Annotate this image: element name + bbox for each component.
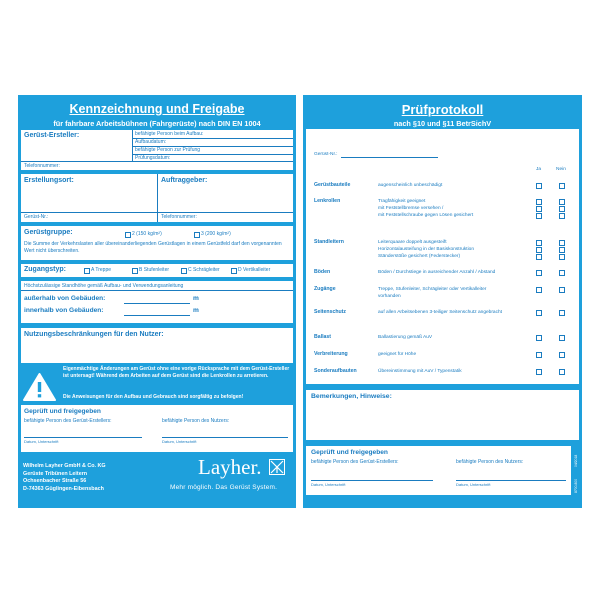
check-label-ballast: Ballast	[314, 334, 332, 340]
address-line: Wilhelm Layher GmbH & Co. KG	[23, 463, 106, 469]
check-item: Treppe, Stufenleiter, Schrägleiter oder Vertikalleiter	[378, 287, 487, 292]
access-type-section	[21, 264, 293, 277]
creator-signature-field[interactable]	[24, 437, 142, 438]
form-date-code: 04/2018	[574, 454, 578, 467]
check-label-side-protection: Seitenschutz	[314, 309, 346, 315]
access-c-label: C Schrägleiter	[188, 267, 220, 273]
yes-checkbox[interactable]	[536, 369, 542, 375]
yes-checkbox[interactable]	[536, 199, 542, 205]
marking-subtitle: für fahrbare Arbeitsbühnen (Fahrgerüste) nach DIN EN 1004	[53, 119, 261, 128]
address-line: Ochsenbacher Straße 56	[23, 478, 87, 485]
approval-person-creator: befähigte Person des Gerüst-Erstellers:	[24, 418, 112, 424]
no-checkbox[interactable]	[559, 183, 565, 189]
check-item: geeignet für Höhe	[378, 352, 417, 357]
no-checkbox[interactable]	[559, 287, 565, 293]
no-checkbox[interactable]	[559, 335, 565, 341]
usage-restrictions-section[interactable]	[21, 328, 293, 363]
creator-section	[21, 130, 293, 170]
check-item: Böden / Durchstiege in ausreichender Anzahl / Abstand	[378, 270, 496, 275]
check-item: Horizontalausteifung in der Basiskonstruktion	[378, 247, 474, 252]
no-checkbox[interactable]	[559, 206, 565, 212]
user-signature-field[interactable]	[162, 437, 288, 438]
creator-field-1[interactable]: befähigte Person beim Aufbau:	[135, 131, 204, 137]
usage-restrictions-label: Nutzungsbeschränkungen für den Nutzer:	[24, 331, 164, 338]
check-item: augenscheinlich unbeschädigt	[378, 183, 443, 188]
yes-checkbox[interactable]	[536, 247, 542, 253]
check-label-platforms: Böden	[314, 269, 331, 275]
protocol-person-user: befähigte Person des Nutzers:	[456, 459, 524, 465]
check-item: vorhanden	[378, 294, 401, 299]
no-checkbox[interactable]	[559, 369, 565, 375]
protocol-person-creator: befähigte Person des Gerüst-Erstellers:	[311, 459, 399, 465]
inside-unit: m	[193, 307, 199, 314]
check-item: Übereinstimmung mit AuV / Typenstatik	[378, 369, 462, 374]
inside-height-field[interactable]	[124, 315, 190, 316]
form-code: 8700.800	[574, 478, 578, 493]
marking-form-panel	[18, 95, 296, 508]
inspection-protocol-panel	[303, 95, 582, 508]
no-header: Nein	[556, 167, 566, 172]
check-label-widening: Verbreiterung	[314, 351, 348, 357]
creator-field-3[interactable]: befähigte Person zur Prüfung	[135, 147, 201, 153]
no-checkbox[interactable]	[559, 199, 565, 205]
approval-label: Geprüft und freigegeben	[24, 408, 101, 415]
protocol-user-signature-field[interactable]	[456, 480, 566, 481]
yes-checkbox[interactable]	[536, 287, 542, 293]
marking-title: Kennzeichnung und Freigabe	[69, 102, 245, 116]
access-b-label: B Stufenleiter	[139, 267, 170, 273]
protocol-creator-signature-field[interactable]	[311, 480, 433, 481]
check-label-castors: Lenkrollen	[314, 198, 341, 204]
access-d-checkbox[interactable]	[231, 268, 237, 274]
group-3-checkbox[interactable]	[194, 232, 200, 238]
outside-height-field[interactable]	[124, 303, 190, 304]
access-d-label: D Vertikalleiter	[238, 267, 271, 273]
yes-checkbox[interactable]	[536, 213, 542, 219]
scaffold-group-label: Gerüstgruppe:	[24, 229, 73, 236]
approval-person-user: befähigte Person des Nutzers:	[162, 418, 230, 424]
yes-checkbox[interactable]	[536, 254, 542, 260]
brand-name: Layher.	[198, 455, 262, 479]
no-checkbox[interactable]	[559, 240, 565, 246]
group-2-checkbox[interactable]	[125, 232, 131, 238]
protocol-creator-date: Datum, Unterschrift	[311, 482, 346, 487]
warning-instruction: Die Anweisungen für den Aufbau und Gebrauch sind sorgfältig zu befolgen!	[63, 394, 244, 400]
group-3-label: 3 (200 kg/m²)	[201, 231, 231, 237]
creator-date-label: Datum, Unterschrift	[24, 439, 59, 444]
no-checkbox[interactable]	[559, 352, 565, 358]
check-item: mit Feststellbremse versehen /	[378, 206, 444, 211]
check-label-components: Gerüstbauteile	[314, 182, 351, 188]
scaffold-group-section	[21, 226, 293, 260]
user-date-label: Datum, Unterschrift	[162, 439, 197, 444]
yes-header: Ja	[536, 167, 542, 172]
max-height-note: Höchstzulässige Standhöhe gemäß Aufbau- und Verwendungsanleitung	[24, 283, 184, 289]
site-number[interactable]: Gerüst-Nr.:	[24, 214, 49, 220]
inside-label: innerhalb von Gebäuden:	[24, 307, 104, 314]
check-item: mit Feststellschraube gegen Lösen gesichert	[378, 213, 474, 218]
checklist-section	[306, 129, 579, 384]
check-item: Tragfähigkeit geeignet	[378, 199, 426, 204]
approval-section	[21, 405, 293, 452]
brand-slogan: Mehr möglich. Das Gerüst System.	[170, 484, 278, 491]
access-a-label: A Treppe	[91, 267, 112, 273]
protocol-approval-label: Geprüft und freigegeben	[311, 449, 388, 456]
yes-checkbox[interactable]	[536, 310, 542, 316]
check-item: auf allen Arbeitsebenen 3-teiliger Seitenschutz angebracht	[378, 310, 503, 315]
access-b-checkbox[interactable]	[132, 268, 138, 274]
no-checkbox[interactable]	[559, 247, 565, 253]
creator-field-4[interactable]: Prüfungsdatum:	[135, 155, 171, 161]
group-2-label: 2 (150 kg/m²)	[132, 231, 162, 237]
check-item: Ballastierung gemäß AuV	[378, 335, 433, 340]
scaffold-number-field[interactable]	[341, 157, 438, 158]
max-height-section	[21, 281, 293, 323]
check-label-special: Sonderaufbauten	[314, 368, 357, 374]
protocol-user-date: Datum, Unterschrift	[456, 482, 491, 487]
address-line: D-74363 Güglingen-Eibensbach	[23, 485, 104, 492]
yes-checkbox[interactable]	[536, 352, 542, 358]
access-c-checkbox[interactable]	[181, 268, 187, 274]
check-item: Ständerstöße gesichert (Federstecker)	[378, 254, 461, 259]
address-line: Gerüste Tribünen Leitern	[23, 470, 88, 477]
protocol-subtitle: nach §10 und §11 BetrSichV	[393, 119, 492, 128]
no-checkbox[interactable]	[559, 310, 565, 316]
company-address	[23, 463, 106, 493]
site-section	[21, 174, 293, 222]
warning-text: Eigenmächtige Änderungen am Gerüst ohne eine vorige Rücksprache mit dem Gerüst-Ersteller ist untersagt! Während dem Arbeiten auf dem Gerüst sind die Lenkrollen zu arretieren.	[63, 366, 290, 379]
protocol-title: Prüfprotokoll	[401, 102, 484, 117]
no-checkbox[interactable]	[559, 254, 565, 260]
outside-unit: m	[193, 295, 199, 302]
layher-logo-icon	[269, 459, 285, 475]
client-label: Auftraggeber:	[161, 177, 208, 184]
client-phone[interactable]: Telefonnummer:	[161, 214, 197, 220]
creator-field-2[interactable]: Aufbaudatum:	[135, 139, 167, 145]
outside-label: außerhalb von Gebäuden:	[24, 295, 106, 302]
check-label-ladder-frames: Standleitern	[314, 239, 344, 245]
access-a-checkbox[interactable]	[84, 268, 90, 274]
yes-checkbox[interactable]	[536, 183, 542, 189]
yes-checkbox[interactable]	[536, 335, 542, 341]
access-type-label: Zugangstyp:	[24, 266, 66, 273]
no-checkbox[interactable]	[559, 270, 565, 276]
remarks-label: Bemerkungen, Hinweise:	[311, 393, 392, 400]
protocol-approval-section	[306, 446, 571, 495]
yes-checkbox[interactable]	[536, 240, 542, 246]
yes-checkbox[interactable]	[536, 206, 542, 212]
check-item: Leiterquaare doppelt ausgesteift	[378, 240, 447, 245]
scaffold-number-label: Gerüst-Nr.:	[314, 152, 338, 157]
warning-icon	[22, 372, 57, 402]
remarks-section[interactable]	[306, 390, 579, 440]
yes-checkbox[interactable]	[536, 270, 542, 276]
creator-label: Gerüst-Ersteller:	[24, 132, 80, 139]
scaffold-group-note: Die Summe der Verkehrslasten aller übereinanderliegenden Gerüstlagen in einem Gerüstfeld darf den vorgenannten Wert nicht überschreiten.	[24, 241, 282, 254]
site-label: Erstellungsort:	[24, 177, 74, 184]
creator-phone[interactable]: Telefonnummer:	[24, 163, 60, 169]
no-checkbox[interactable]	[559, 213, 565, 219]
check-label-access: Zugänge	[314, 286, 336, 292]
